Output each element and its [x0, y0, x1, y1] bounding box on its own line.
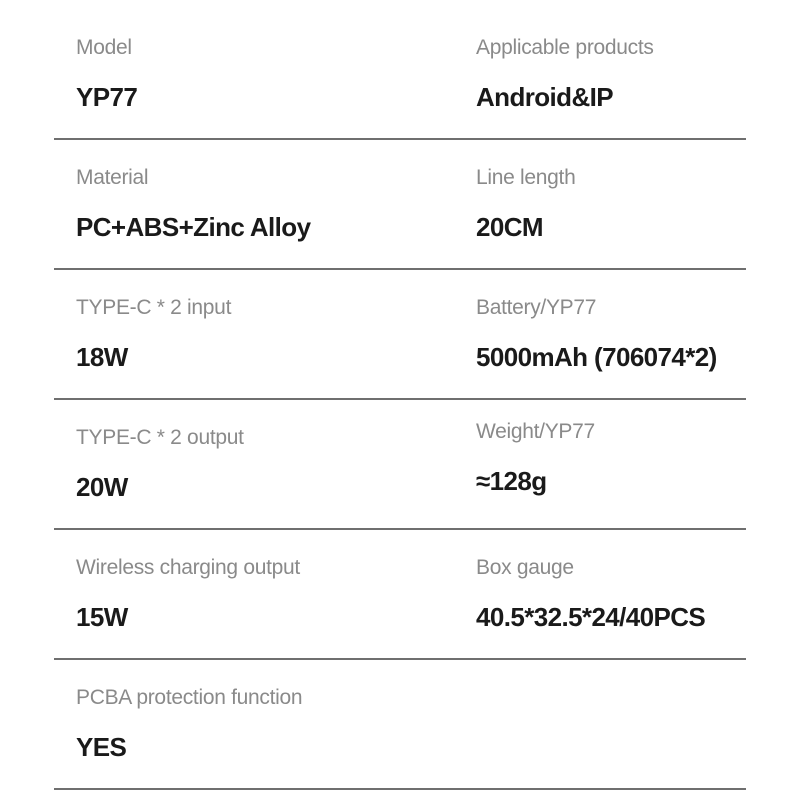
- spec-cell: [476, 400, 746, 528]
- spec-cell: [476, 140, 746, 268]
- spec-label: Box gauge: [476, 556, 574, 579]
- spec-label: TYPE-C * 2 input: [76, 296, 232, 319]
- spec-row: [54, 660, 746, 790]
- spec-cell: [76, 530, 456, 658]
- spec-label: Battery/YP77: [476, 296, 597, 319]
- spec-label: Weight/YP77: [476, 420, 595, 443]
- spec-value: 20CM: [476, 212, 543, 242]
- spec-cell: [476, 10, 746, 138]
- spec-value: 5000mAh (706074*2): [476, 342, 717, 372]
- spec-value: PC+ABS+Zinc Alloy: [76, 212, 311, 242]
- spec-label: Line length: [476, 166, 576, 189]
- spec-row: [54, 270, 746, 400]
- spec-value: Android&IP: [476, 82, 613, 112]
- spec-row: [54, 530, 746, 660]
- spec-label: Wireless charging output: [76, 556, 300, 579]
- spec-cell: [76, 270, 456, 398]
- spec-cell: [76, 140, 456, 268]
- spec-value: 18W: [76, 342, 128, 372]
- spec-value: YES: [76, 732, 127, 762]
- spec-label: Material: [76, 166, 149, 189]
- spec-cell: [476, 530, 746, 658]
- spec-value: 15W: [76, 602, 128, 632]
- spec-row: [54, 400, 746, 530]
- spec-value: 20W: [76, 472, 128, 502]
- spec-cell: [76, 660, 456, 788]
- spec-label: Model: [76, 36, 132, 59]
- spec-label: TYPE-C * 2 output: [76, 426, 244, 449]
- spec-row: [54, 10, 746, 140]
- spec-row: [54, 140, 746, 270]
- spec-cell: [76, 400, 456, 528]
- spec-label: PCBA protection function: [76, 686, 303, 709]
- spec-value: ≈128g: [476, 466, 547, 496]
- spec-value: 40.5*32.5*24/40PCS: [476, 602, 706, 632]
- spec-cell: [476, 270, 746, 398]
- spec-label: Applicable products: [476, 36, 654, 59]
- spec-cell: [76, 10, 456, 138]
- spec-value: YP77: [76, 82, 138, 112]
